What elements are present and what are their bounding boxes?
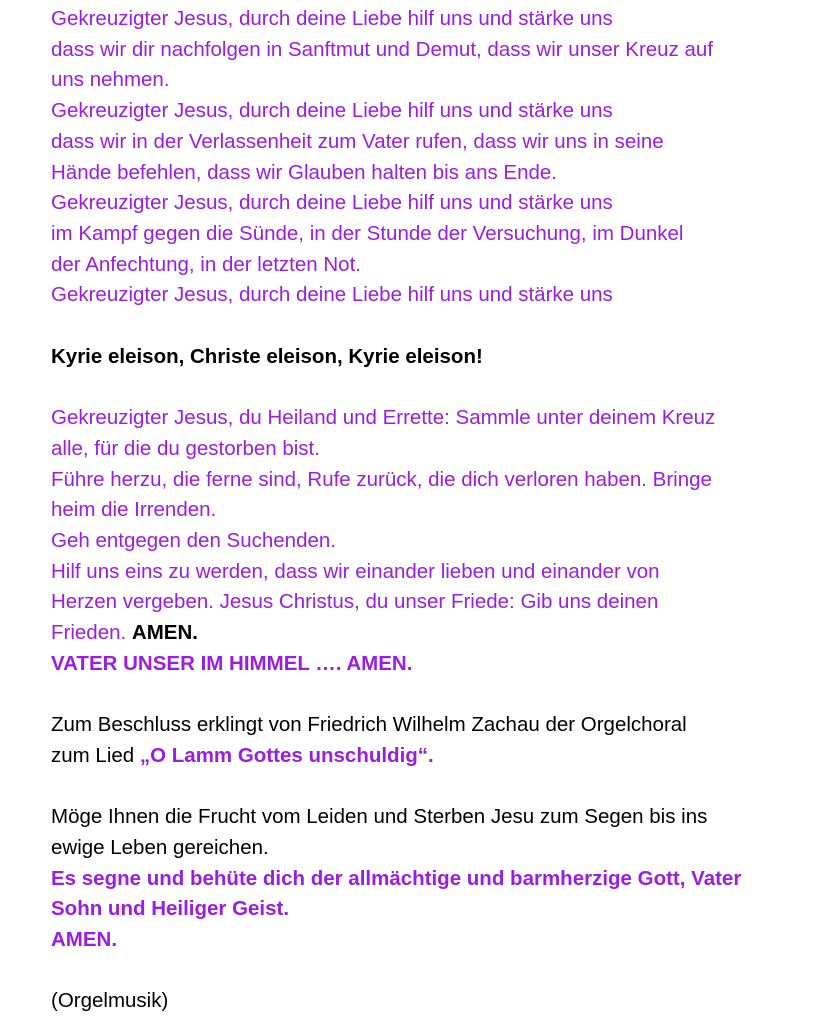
prayer-line: Gekreuzigter Jesus, du Heiland und Errette: Sammle unter deinem Kreuz xyxy=(51,406,716,430)
prayer-section-savior xyxy=(51,403,811,679)
blessing-line: Sohn und Heiliger Geist. xyxy=(51,897,290,921)
prayer-line: uns nehmen. xyxy=(51,68,170,92)
paragraph-gap xyxy=(51,772,811,803)
lords-prayer-line: VATER UNSER IM HIMMEL …. AMEN. xyxy=(51,651,413,675)
blessing-section xyxy=(51,802,811,956)
paragraph-gap xyxy=(51,679,811,710)
prayer-closing-line xyxy=(51,618,811,649)
prayer-line: heim die Irrenden. xyxy=(51,498,217,522)
hymn-title: „O Lamm Gottes unschuldig“. xyxy=(139,743,434,767)
blessing-line: Es segne und behüte dich der allmächtige und barmherzige Gott, Vater xyxy=(51,866,742,890)
prayer-line: Gekreuzigter Jesus, durch deine Liebe hilf uns und stärke uns xyxy=(51,7,613,30)
prayer-line: Geh entgegen den Suchenden. xyxy=(51,528,336,552)
wish-line: ewige Leben gereichen. xyxy=(51,835,269,859)
announcement-prefix: zum Lied xyxy=(51,743,140,767)
closing-music-announcement xyxy=(51,710,811,771)
prayer-section-crucified xyxy=(51,4,811,311)
paragraph-gap xyxy=(51,311,811,342)
prayer-line: Führe herzu, die ferne sind, Rufe zurück, die dich verloren haben. Bringe xyxy=(51,467,712,491)
announcement-line xyxy=(51,741,811,772)
prayer-line: im Kampf gegen die Sünde, in der Stunde der Versuchung, im Dunkel xyxy=(51,221,684,245)
paragraph-gap xyxy=(51,956,811,987)
amen-text: AMEN. xyxy=(131,621,198,645)
prayer-line: der Anfechtung, in der letzten Not. xyxy=(51,252,361,276)
prayer-line: dass wir in der Verlassenheit zum Vater rufen, dass wir uns in seine xyxy=(51,129,664,153)
prayer-line: Hilf uns eins zu werden, dass wir einander lieben und einander von xyxy=(51,559,660,583)
announcement-line: Zum Beschluss erklingt von Friedrich Wilhelm Zachau der Orgelchoral xyxy=(51,713,687,737)
prayer-line: alle, für die du gestorben bist. xyxy=(51,436,320,460)
prayer-line: Gekreuzigter Jesus, durch deine Liebe hilf uns und stärke uns xyxy=(51,191,613,215)
prayer-closing-text: Frieden. xyxy=(51,621,132,645)
organ-music-note: (Orgelmusik) xyxy=(51,989,169,1013)
paragraph-gap xyxy=(51,372,811,403)
prayer-line: Gekreuzigter Jesus, durch deine Liebe hilf uns und stärke uns xyxy=(51,99,613,123)
prayer-line: dass wir dir nachfolgen in Sanftmut und Demut, dass wir unser Kreuz auf xyxy=(51,37,714,61)
prayer-line: Hände befehlen, dass wir Glauben halten bis ans Ende. xyxy=(51,160,558,184)
document-page xyxy=(51,4,811,1017)
prayer-line: Herzen vergeben. Jesus Christus, du unser Friede: Gib uns deinen xyxy=(51,590,659,614)
blessing-amen: AMEN. xyxy=(51,928,118,952)
kyrie-line: Kyrie eleison, Christe eleison, Kyrie eleison! xyxy=(51,344,483,368)
prayer-line: Gekreuzigter Jesus, durch deine Liebe hilf uns und stärke uns xyxy=(51,283,613,307)
wish-line: Möge Ihnen die Frucht vom Leiden und Sterben Jesu zum Segen bis ins xyxy=(51,805,708,829)
